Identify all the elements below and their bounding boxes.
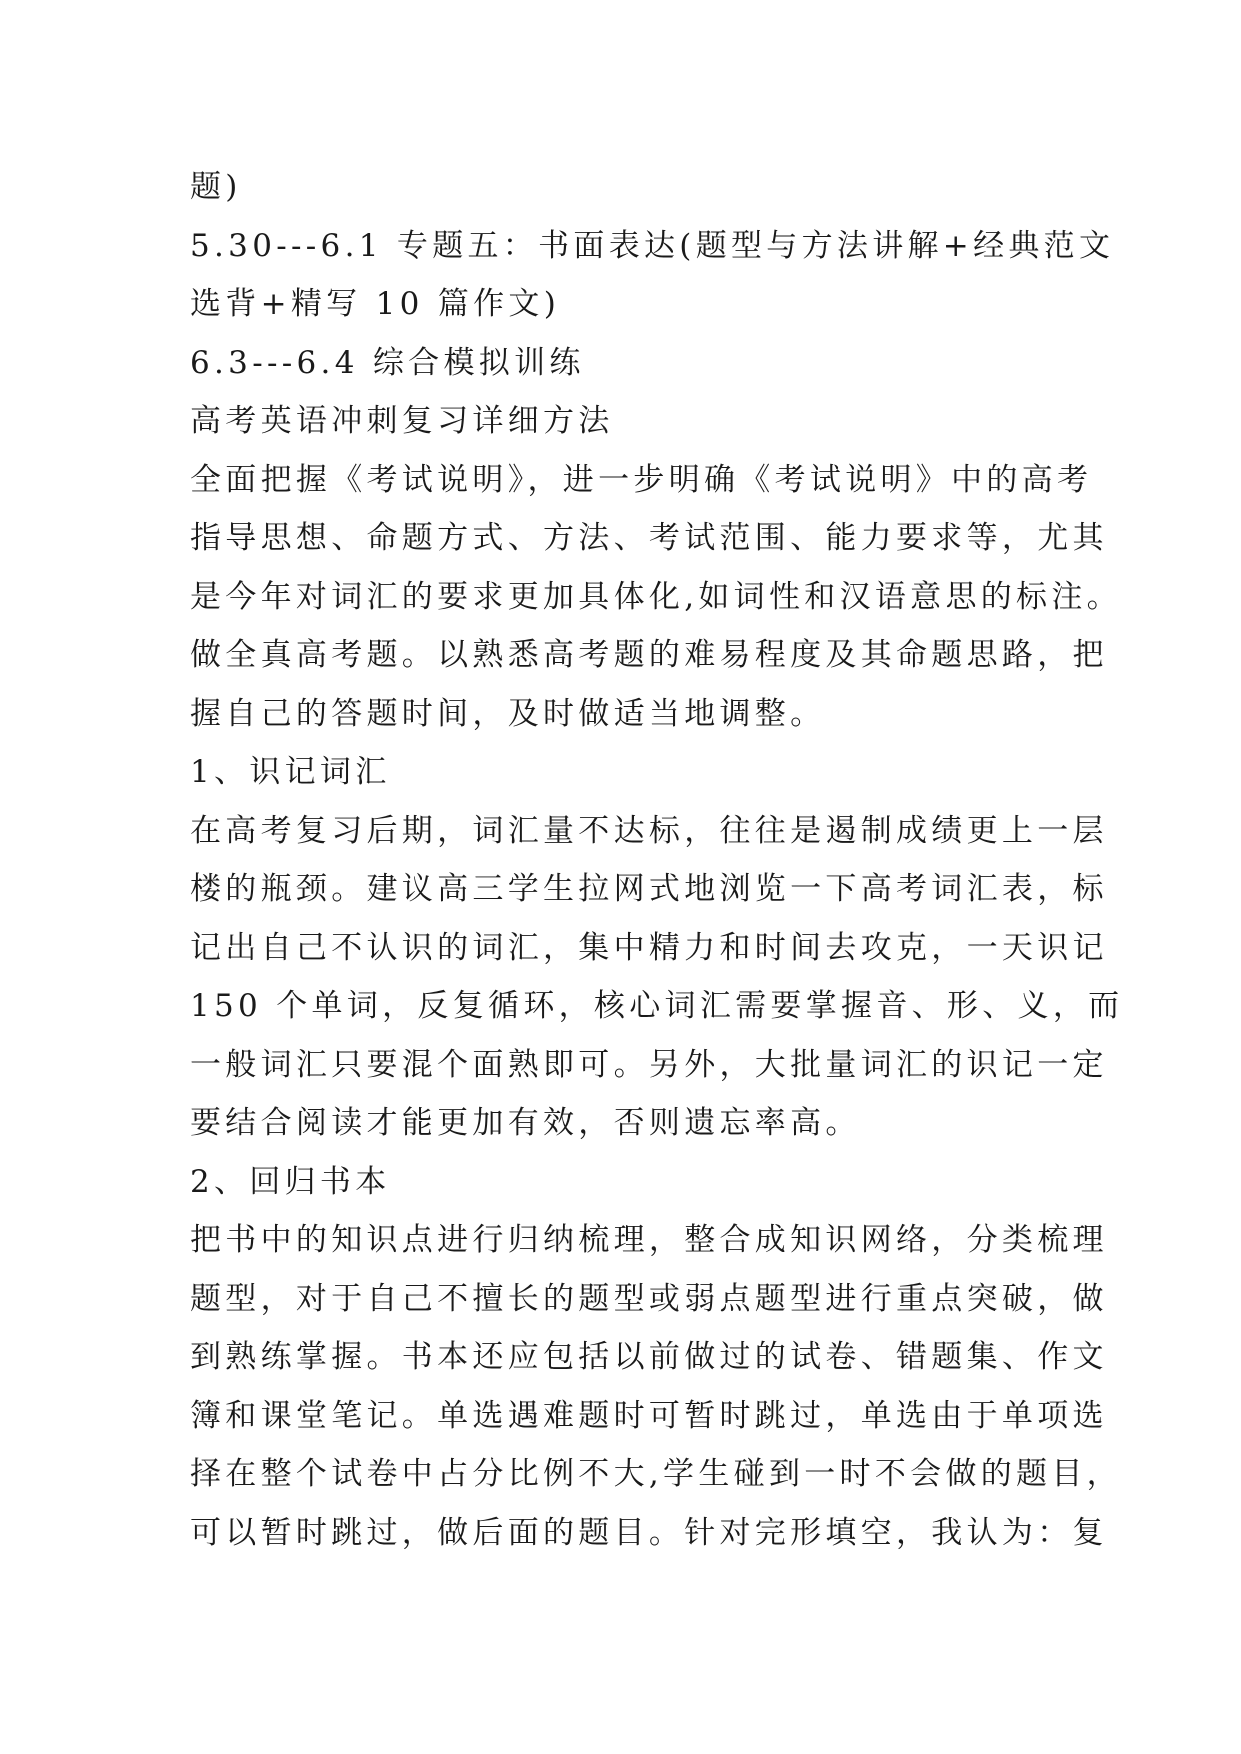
text-line: 把书中的知识点进行归纳梳理，整合成知识网络，分类梳理 [190, 1222, 1108, 1258]
document-body [190, 158, 1124, 1562]
text-line: 可以暂时跳过，做后面的题目。针对完形填空，我认为：复 [190, 1514, 1108, 1551]
text-line: 在高考复习后期，词汇量不达标，往往是遏制成绩更上一层 [190, 812, 1108, 849]
subsection-heading: 2、回归书本 [190, 1163, 391, 1200]
text-line: 记出自己不认识的词汇，集中精力和时间去攻克，一天识记 [190, 929, 1108, 966]
text-line: 全面把握《考试说明》，进一步明确《考试说明》中的高考 [190, 461, 1093, 498]
subsection-heading: 1、识记词汇 [190, 754, 391, 790]
text-line: 6.3---6.4 综合模拟训练 [190, 344, 585, 381]
text-line: 楼的瓶颈。建议高三学生拉网式地浏览一下高考词汇表，标 [190, 871, 1108, 907]
text-line: 择在整个试卷中占分比例不大,学生碰到一时不会做的题目， [190, 1456, 1122, 1492]
text-line: 题) [190, 169, 242, 205]
text-line: 一般词汇只要混个面熟即可。另外，大批量词汇的识记一定 [190, 1046, 1108, 1083]
text-line: 指导思想、命题方式、方法、考试范围、能力要求等，尤其 [190, 520, 1108, 556]
text-line: 5.30---6.1 专题五：书面表达(题型与方法讲解+经典范文 [190, 227, 1115, 264]
text-line: 150 个单词，反复循环，核心词汇需要掌握音、形、义，而 [190, 988, 1124, 1024]
text-line: 簿和课堂笔记。单选遇难题时可暂时跳过，单选由于单项选 [190, 1397, 1108, 1434]
section-heading: 高考英语冲刺复习详细方法 [190, 403, 614, 439]
text-line: 题型，对于自己不擅长的题型或弱点题型进行重点突破，做 [190, 1280, 1108, 1317]
text-line: 选背+精写 10 篇作文) [190, 286, 561, 322]
text-line: 是今年对词汇的要求更加具体化,如词性和汉语意思的标注。 [190, 578, 1122, 615]
text-line: 做全真高考题。以熟悉高考题的难易程度及其命题思路，把 [190, 637, 1108, 673]
text-line: 要结合阅读才能更加有效，否则遗忘率高。 [190, 1105, 861, 1141]
text-line: 握自己的答题时间，及时做适当地调整。 [190, 695, 826, 732]
text-line: 到熟练掌握。书本还应包括以前做过的试卷、错题集、作文 [190, 1339, 1108, 1375]
